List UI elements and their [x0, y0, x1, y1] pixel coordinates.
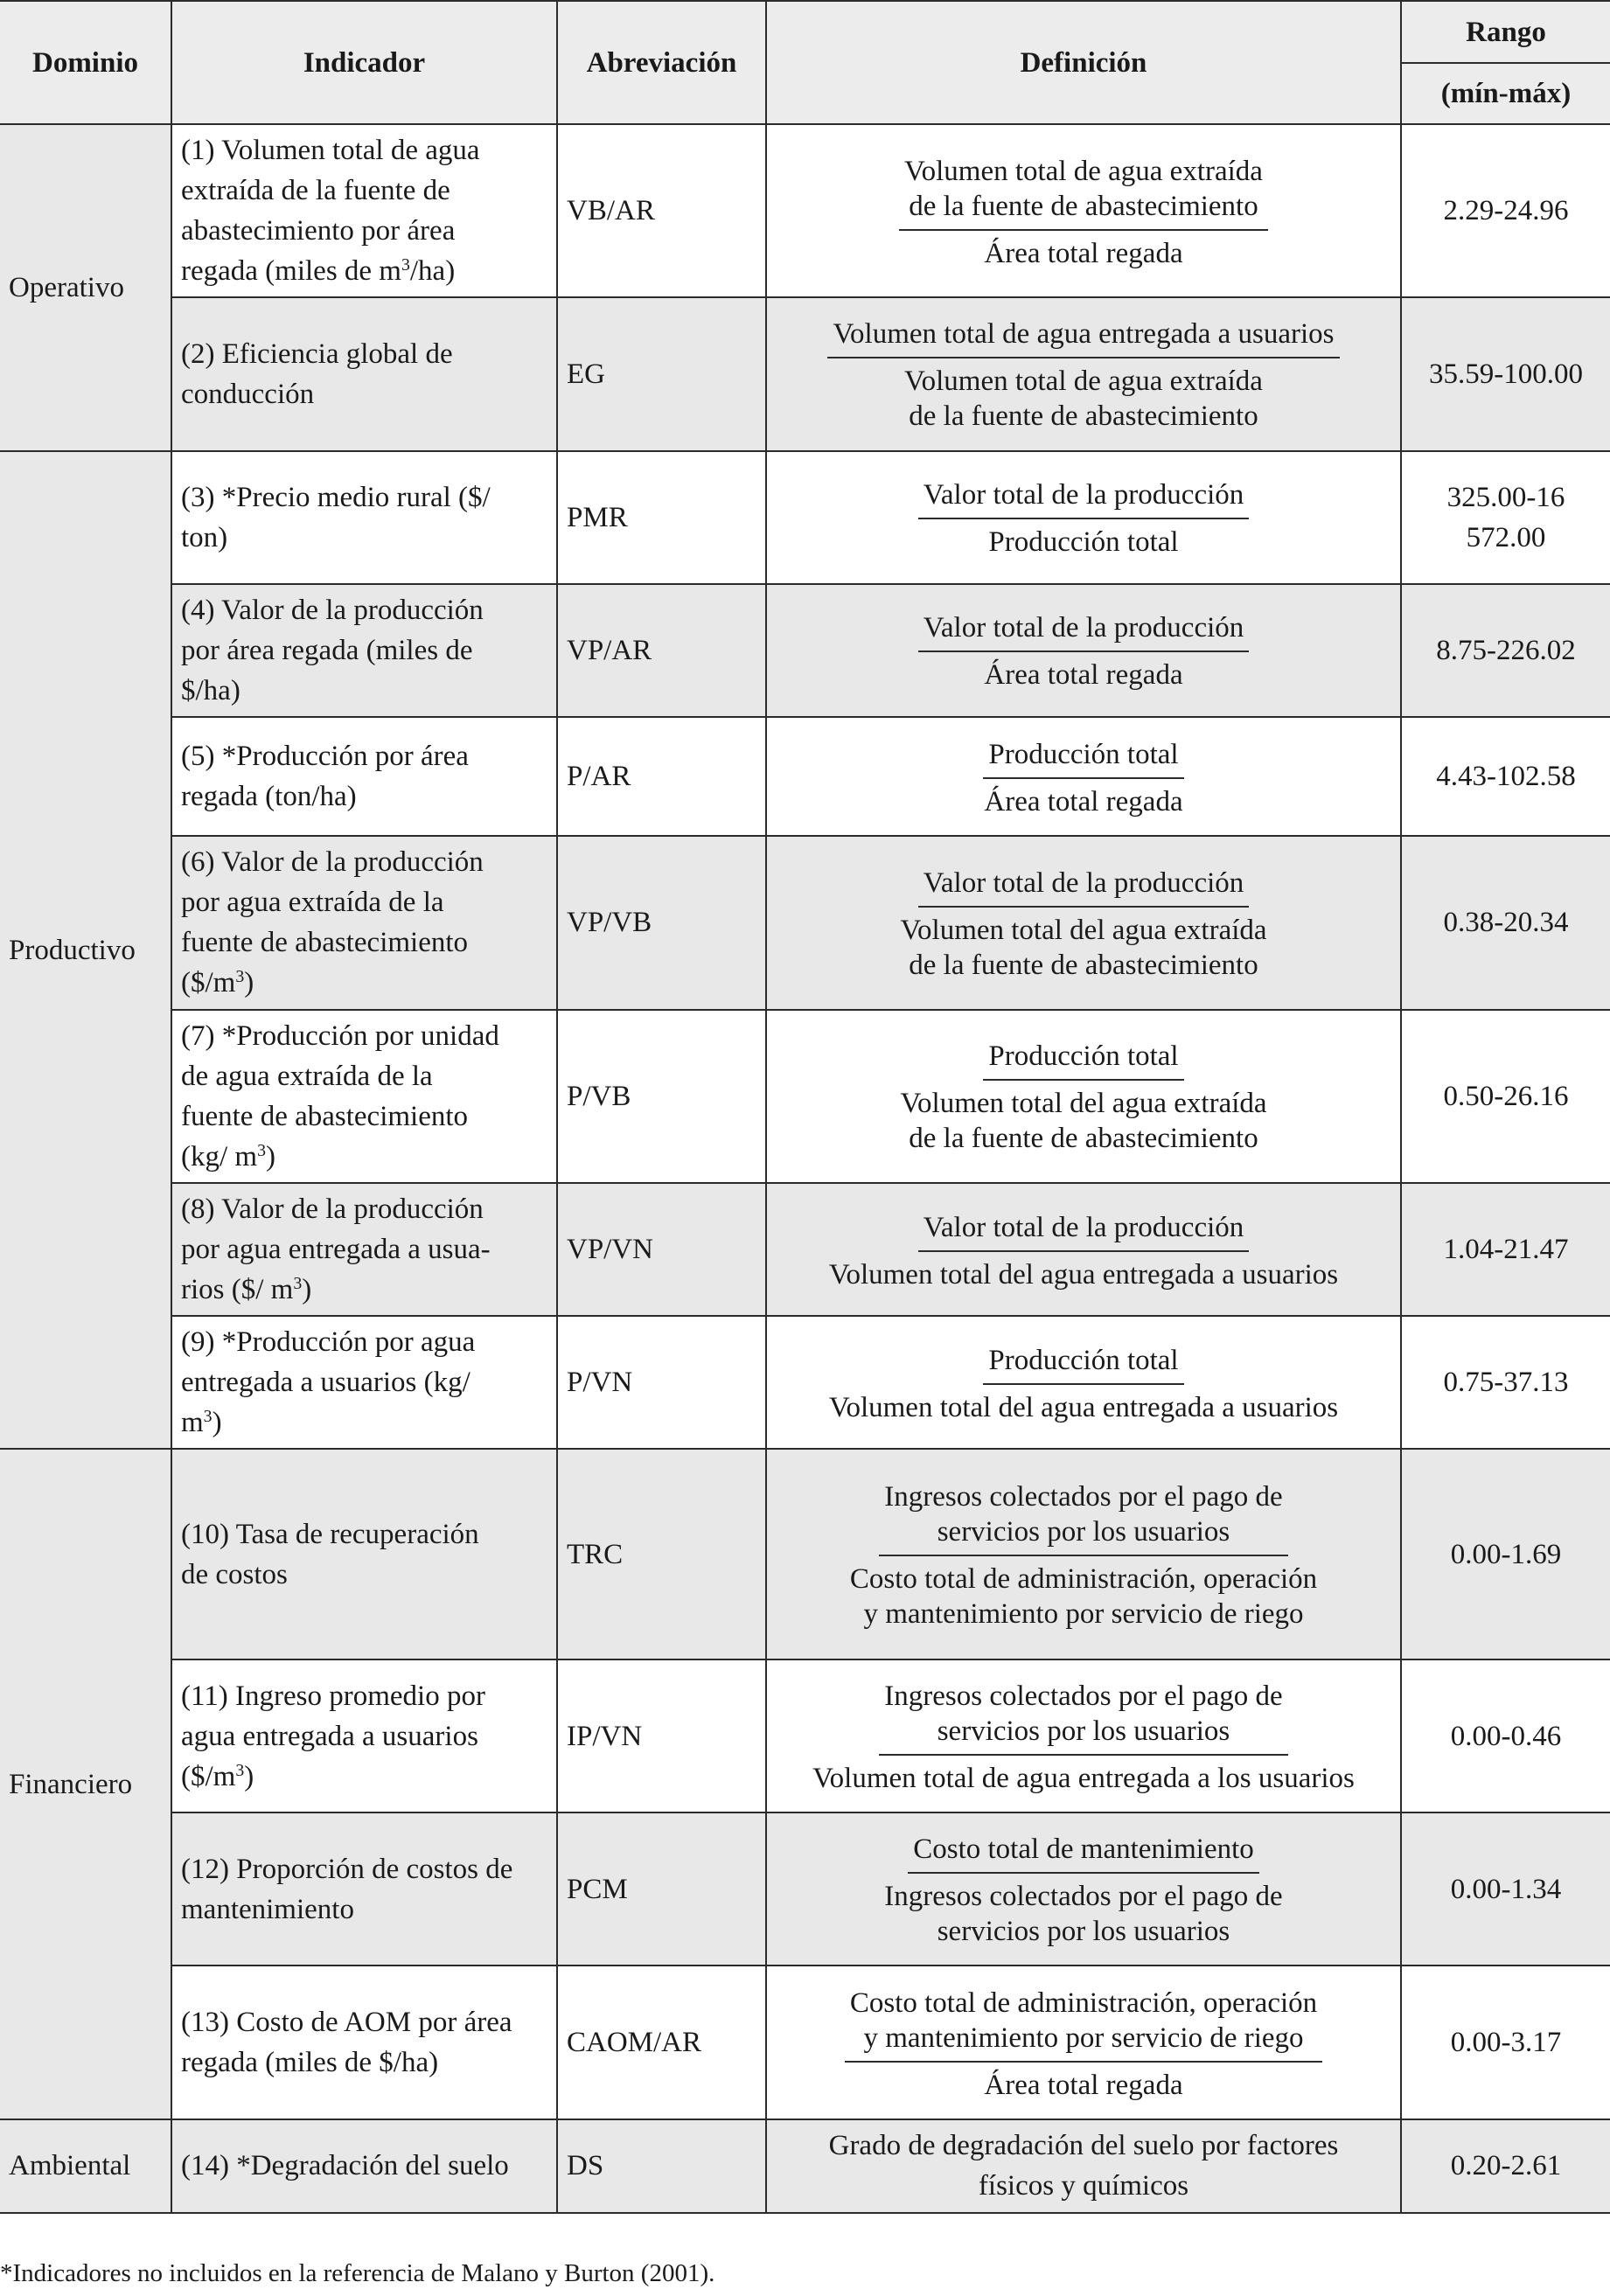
text-line: 572.00	[1466, 521, 1546, 553]
indicator-line	[181, 1889, 547, 1930]
indicator-tail: )	[302, 1274, 312, 1306]
indicator-text: extraída de la fuente de	[181, 175, 450, 207]
fraction-denominator	[824, 1252, 1343, 1292]
definition-fraction	[827, 317, 1339, 434]
indicator-cell	[171, 297, 557, 450]
indicator-cell	[171, 124, 557, 297]
definition-cell	[766, 1449, 1401, 1659]
indicator-text: regada (miles de m	[181, 255, 401, 288]
indicator-text: (1) Volumen total de agua	[181, 135, 480, 167]
indicator-cell	[171, 1316, 557, 1449]
definition-cell	[766, 836, 1401, 1009]
superscript: 3	[235, 967, 245, 987]
definition-fraction	[979, 737, 1188, 819]
text-line: servicios por los usuarios	[937, 1916, 1230, 1948]
table-row	[0, 1659, 1610, 1812]
text-line: 325.00-16	[1446, 481, 1565, 513]
text-line: y mantenimiento por servicio de riego	[863, 1598, 1304, 1631]
header-abreviacion: Abreviación	[557, 1, 766, 124]
indicator-text: mantenimiento	[181, 1893, 354, 1925]
header-rango: Rango	[1401, 1, 1610, 63]
fraction-numerator	[827, 317, 1339, 358]
fraction-numerator	[918, 1210, 1250, 1252]
fraction-numerator	[845, 1986, 1322, 2063]
range-cell: 0.20-2.61	[1401, 2119, 1610, 2213]
text-line: Costo total de administración, operación	[849, 1986, 1318, 2019]
indicator-text: abastecimiento por área	[181, 215, 456, 247]
indicator-cell	[171, 1183, 557, 1316]
range-cell: 0.50-26.16	[1401, 1010, 1610, 1183]
header-indicador: Indicador	[171, 1, 557, 124]
definition-cell	[766, 1183, 1401, 1316]
indicator-tail: /ha)	[409, 255, 456, 288]
range-cell: 4.43-102.58	[1401, 717, 1610, 836]
abbreviation-cell: PCM	[557, 1812, 766, 1966]
text-line: Producción total	[988, 738, 1179, 770]
indicator-text: (6) Valor de la producción	[181, 846, 484, 879]
text-line: Ingresos colectados por el pago de	[884, 1481, 1283, 1513]
indicator-cell	[171, 451, 557, 584]
table-row	[0, 297, 1610, 450]
indicator-text: (14) *Degradación del suelo	[181, 2150, 509, 2182]
indicator-line	[181, 1757, 547, 1797]
text-line: de la fuente de abastecimiento	[909, 1123, 1258, 1155]
definition-cell	[766, 1966, 1401, 2119]
header-rango-sub: (mín-máx)	[1401, 63, 1610, 124]
definition-cell	[766, 451, 1401, 584]
indicator-text: fuente de abastecimiento	[181, 1100, 469, 1132]
indicator-line	[181, 882, 547, 922]
text-line: Volumen total del agua entregada a usuarios	[828, 1258, 1339, 1291]
definition-cell	[766, 584, 1401, 717]
text-line: Ingresos colectados por el pago de	[884, 1680, 1283, 1713]
range-cell: 0.00-1.34	[1401, 1812, 1610, 1966]
table-row	[0, 451, 1610, 584]
text-line: Grado de degradación del suelo por factores	[828, 2130, 1339, 2162]
indicator-line	[181, 1056, 547, 1096]
indicator-line	[181, 590, 547, 630]
table-row	[0, 1010, 1610, 1183]
text-line: Valor total de la producción	[923, 1211, 1244, 1243]
superscript: 3	[257, 1140, 266, 1160]
definition-fraction	[824, 1210, 1343, 1292]
table-row	[0, 2119, 1610, 2213]
text-line: Producción total	[988, 1344, 1179, 1376]
indicator-cell	[171, 1812, 557, 1966]
fraction-denominator	[845, 1556, 1322, 1632]
indicator-line	[181, 130, 547, 170]
indicator-tail: )	[244, 967, 254, 999]
indicator-line	[181, 671, 547, 711]
fraction-denominator	[983, 519, 1183, 560]
range-cell: 0.00-0.46	[1401, 1659, 1610, 1812]
indicator-line	[181, 630, 547, 671]
indicator-line	[181, 334, 547, 374]
text-line: servicios por los usuarios	[937, 1516, 1230, 1548]
abbreviation-cell: EG	[557, 297, 766, 450]
indicator-text: rios ($/ m	[181, 1274, 294, 1306]
fraction-numerator	[908, 1832, 1259, 1874]
range-cell: 35.59-100.00	[1401, 297, 1610, 450]
indicator-text: por área regada (miles de	[181, 634, 473, 666]
indicator-line	[181, 2002, 547, 2042]
indicator-text: (8) Valor de la producción	[181, 1193, 484, 1226]
fraction-numerator	[899, 154, 1268, 231]
range-cell: 0.75-37.13	[1401, 1316, 1610, 1449]
abbreviation-cell: VB/AR	[557, 124, 766, 297]
footnote: *Indicadores no incluidos en la referencia de Malano y Burton (2001).	[0, 2259, 715, 2287]
fraction-numerator	[918, 866, 1250, 908]
indicator-tail: )	[244, 1760, 254, 1792]
text-line: Volumen total de agua extraída	[904, 365, 1263, 398]
indicator-line	[181, 842, 547, 882]
definition-fraction	[918, 477, 1250, 560]
superscript: 3	[235, 1760, 245, 1780]
fraction-numerator	[983, 1039, 1183, 1081]
fraction-numerator	[918, 477, 1250, 519]
text-line: Volumen total del agua extraída	[900, 1088, 1267, 1120]
indicator-cell	[171, 836, 557, 1009]
domain-productivo: Productivo	[0, 451, 171, 1450]
text-line: Volumen total del agua extraída	[900, 914, 1267, 946]
indicator-line	[181, 963, 547, 1003]
definition-fraction	[895, 1039, 1272, 1156]
header-definicion: Definición	[766, 1, 1401, 124]
definition-cell	[766, 1316, 1401, 1449]
indicator-line	[181, 1229, 547, 1270]
text-line: Producción total	[988, 1040, 1179, 1073]
fraction-numerator	[918, 610, 1250, 652]
text-line: Costo total de administración, operación	[849, 1563, 1318, 1596]
indicator-text: (9) *Producción por agua	[181, 1326, 476, 1359]
text-line: Volumen total del agua entregada a usuarios	[828, 1391, 1339, 1423]
indicator-line	[181, 1716, 547, 1757]
definition-fraction	[899, 154, 1268, 271]
text-line: Volumen total de agua entregada a los usuarios	[812, 1763, 1355, 1795]
range-cell: 8.75-226.02	[1401, 584, 1610, 717]
text-line: Área total regada	[984, 237, 1183, 269]
indicator-tail: )	[265, 1140, 275, 1172]
indicator-text: conducción	[181, 378, 315, 410]
text-line: Volumen total de agua extraída	[904, 155, 1263, 187]
definition-cell	[766, 1812, 1401, 1966]
indicator-line	[181, 1849, 547, 1889]
indicator-line	[181, 518, 547, 558]
indicator-line	[181, 170, 547, 211]
domain-ambiental: Ambiental	[0, 2119, 171, 2213]
text-line: de la fuente de abastecimiento	[909, 400, 1258, 433]
indicator-line	[181, 2042, 547, 2083]
fraction-numerator	[879, 1679, 1287, 1756]
indicator-cell	[171, 1449, 557, 1659]
indicator-line	[181, 736, 547, 776]
indicator-cell	[171, 584, 557, 717]
fraction-denominator	[824, 1385, 1343, 1425]
abbreviation-cell: IP/VN	[557, 1659, 766, 1812]
indicator-line	[181, 1096, 547, 1137]
table-row	[0, 836, 1610, 1009]
definition-fraction	[895, 866, 1272, 983]
text-line: Área total regada	[984, 659, 1183, 692]
text-line: y mantenimiento por servicio de riego	[863, 2021, 1304, 2054]
indicator-line	[181, 1137, 547, 1177]
definition-text	[776, 2126, 1391, 2206]
text-line: Valor total de la producción	[923, 612, 1244, 644]
table-row	[0, 717, 1610, 836]
fraction-numerator	[879, 1479, 1287, 1556]
indicator-line	[181, 1016, 547, 1056]
table-row	[0, 1449, 1610, 1659]
indicator-text: regada (ton/ha)	[181, 781, 357, 813]
text-line: Volumen total de agua entregada a usuarios	[833, 318, 1335, 351]
indicator-cell	[171, 717, 557, 836]
table-row	[0, 124, 1610, 297]
range-cell: 0.00-1.69	[1401, 1449, 1610, 1659]
indicator-line	[181, 1270, 547, 1310]
indicator-cell	[171, 1659, 557, 1812]
indicator-line	[181, 1362, 547, 1402]
text-line: Área total regada	[984, 785, 1183, 818]
abbreviation-cell: CAOM/AR	[557, 1966, 766, 2119]
definition-cell	[766, 297, 1401, 450]
superscript: 3	[203, 1407, 213, 1427]
indicator-line	[181, 2146, 547, 2186]
text-line: Producción total	[988, 526, 1179, 559]
indicator-cell	[171, 1010, 557, 1183]
text-line: Ingresos colectados por el pago de	[884, 1881, 1283, 1913]
abbreviation-cell: P/VN	[557, 1316, 766, 1449]
indicator-line	[181, 1555, 547, 1595]
indicator-text: (11) Ingreso promedio por	[181, 1680, 485, 1712]
indicator-text: (3) *Precio medio rural ($/	[181, 481, 491, 513]
table-row	[0, 584, 1610, 717]
indicator-cell	[171, 1966, 557, 2119]
indicator-text: fuente de abastecimiento	[181, 927, 469, 959]
fraction-denominator	[807, 1756, 1360, 1796]
abbreviation-cell: PMR	[557, 451, 766, 584]
table-row	[0, 1316, 1610, 1449]
indicator-text: regada (miles de $/ha)	[181, 2047, 439, 2079]
domain-financiero: Financiero	[0, 1449, 171, 2119]
indicator-line	[181, 374, 547, 414]
fraction-denominator	[979, 231, 1188, 271]
table-body	[0, 124, 1610, 2213]
text-line: Área total regada	[984, 2069, 1183, 2101]
definition-fraction	[845, 1479, 1322, 1632]
domain-operativo: Operativo	[0, 124, 171, 451]
definition-cell	[766, 1659, 1401, 1812]
indicator-line	[181, 1676, 547, 1716]
superscript: 3	[401, 255, 410, 275]
indicator-line	[181, 251, 547, 291]
range-cell: 0.38-20.34	[1401, 836, 1610, 1009]
text-line: físicos y químicos	[978, 2170, 1189, 2202]
indicator-line	[181, 211, 547, 251]
indicator-text: por agua extraída de la	[181, 887, 444, 919]
indicator-text: (13) Costo de AOM por área	[181, 2007, 512, 2039]
table-row	[0, 1183, 1610, 1316]
text-line: de la fuente de abastecimiento	[909, 949, 1258, 981]
indicator-line	[181, 477, 547, 518]
indicator-text: por agua entregada a usua-	[181, 1234, 491, 1266]
header-dominio: Dominio	[0, 1, 171, 124]
superscript: 3	[293, 1274, 303, 1294]
text-line: Valor total de la producción	[923, 866, 1244, 899]
range-cell: 0.00-3.17	[1401, 1966, 1610, 2119]
definition-fraction	[824, 1343, 1343, 1425]
indicator-text: (kg/ m	[181, 1140, 258, 1172]
fraction-numerator	[983, 737, 1183, 779]
definition-cell	[766, 2119, 1401, 2213]
definition-fraction	[807, 1679, 1360, 1796]
indicator-text: ($/m	[181, 967, 236, 999]
definition-cell	[766, 1010, 1401, 1183]
definition-fraction	[845, 1986, 1322, 2103]
indicator-line	[181, 922, 547, 963]
abbreviation-cell: P/AR	[557, 717, 766, 836]
fraction-denominator	[879, 1874, 1287, 1949]
fraction-denominator	[895, 1081, 1272, 1156]
indicator-text: ($/m	[181, 1760, 236, 1792]
indicator-text: de costos	[181, 1558, 288, 1590]
definition-fraction	[879, 1832, 1287, 1949]
fraction-denominator	[895, 908, 1272, 983]
indicator-text: (10) Tasa de recuperación	[181, 1518, 479, 1550]
abbreviation-cell: DS	[557, 2119, 766, 2213]
text-line: Costo total de mantenimiento	[913, 1833, 1254, 1866]
indicator-line	[181, 1322, 547, 1362]
table-row	[0, 1966, 1610, 2119]
indicator-text: (4) Valor de la producción	[181, 594, 484, 626]
indicator-text: (5) *Producción por área	[181, 741, 469, 773]
indicator-text: ton)	[181, 521, 228, 553]
table-row	[0, 1812, 1610, 1966]
indicator-text: (7) *Producción por unidad	[181, 1019, 499, 1052]
indicator-cell	[171, 2119, 557, 2213]
fraction-numerator	[983, 1343, 1183, 1385]
indicator-line	[181, 1189, 547, 1229]
range-cell	[1401, 451, 1610, 584]
indicator-text: (12) Proporción de costos de	[181, 1853, 513, 1885]
fraction-denominator	[899, 358, 1268, 434]
indicator-text: entregada a usuarios (kg/	[181, 1367, 470, 1399]
indicator-text: (2) Eficiencia global de	[181, 337, 453, 370]
definition-fraction	[918, 610, 1250, 692]
fraction-denominator	[979, 652, 1188, 692]
indicator-text: m	[181, 1407, 204, 1439]
definition-cell	[766, 124, 1401, 297]
indicator-text: $/ha)	[181, 674, 240, 706]
indicator-line	[181, 776, 547, 817]
text-line: de la fuente de abastecimiento	[909, 190, 1258, 222]
range-cell: 1.04-21.47	[1401, 1183, 1610, 1316]
fraction-denominator	[979, 2063, 1188, 2103]
definition-cell	[766, 717, 1401, 836]
fraction-denominator	[979, 779, 1188, 819]
text-line: Valor total de la producción	[923, 479, 1244, 511]
text-line: servicios por los usuarios	[937, 1715, 1230, 1748]
indicator-text: de agua extraída de la	[181, 1060, 433, 1092]
indicator-line	[181, 1402, 547, 1443]
abbreviation-cell: TRC	[557, 1449, 766, 1659]
abbreviation-cell: P/VB	[557, 1010, 766, 1183]
abbreviation-cell: VP/AR	[557, 584, 766, 717]
abbreviation-cell: VP/VB	[557, 836, 766, 1009]
abbreviation-cell: VP/VN	[557, 1183, 766, 1316]
range-cell: 2.29-24.96	[1401, 124, 1610, 297]
indicator-tail: )	[212, 1407, 222, 1439]
indicator-line	[181, 1514, 547, 1555]
indicator-text: agua entregada a usuarios	[181, 1720, 478, 1752]
